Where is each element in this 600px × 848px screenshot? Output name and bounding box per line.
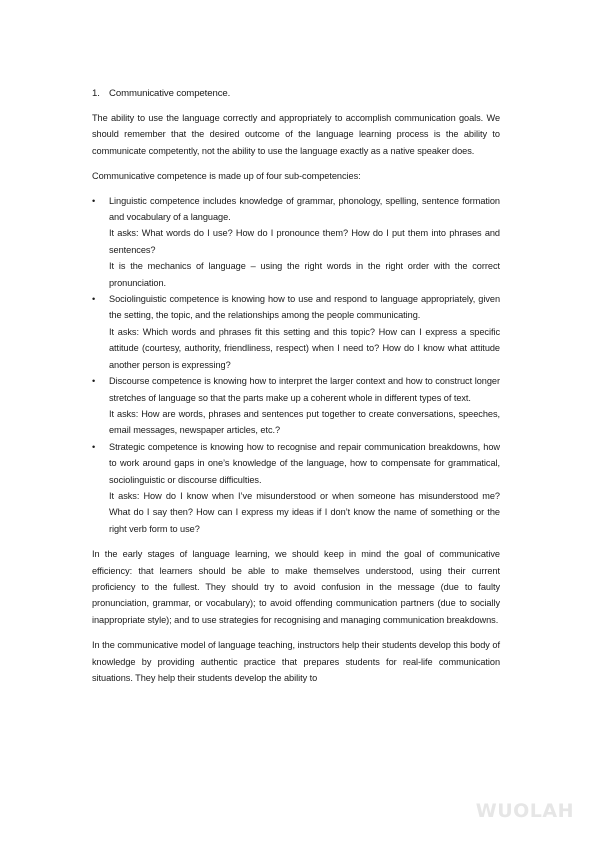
list-item-text: It is the mechanics of language – using the right words in the right order with the correct pronunciation. <box>109 261 500 288</box>
section-heading <box>92 86 500 102</box>
list-item-discourse <box>92 373 500 439</box>
section-title: Communicative competence. <box>109 88 231 99</box>
bullet-icon: • <box>92 376 96 387</box>
list-item-text: It asks: Which words and phrases fit this setting and this topic? How can I express a specific attitude (courtesy, authority, friendliness, respect) when I need to? How do I know what attitude another person is expressing? <box>109 326 500 370</box>
section-number: 1. <box>92 88 100 99</box>
lead-sentence: Communicative competence is made up of four sub-competencies: <box>92 171 361 182</box>
list-item-text: Discourse competence is knowing how to interpret the larger context and how to construct longer stretches of language so that the parts make up a coherent whole in different types of text. <box>109 376 500 403</box>
list-item-text: It asks: What words do I use? How do I pronounce them? How do I put them into phrases and sentences? <box>109 228 500 255</box>
bullet-icon: • <box>92 195 96 206</box>
list-item-text: It asks: How are words, phrases and sentences put together to create conversations, speeches, email messages, newspaper articles, etc.? <box>109 408 500 436</box>
list-item-text: Linguistic competence includes knowledge of grammar, phonology, spelling, sentence formation and vocabulary of a language. <box>109 195 500 223</box>
list-item-strategic <box>92 439 500 537</box>
bullet-icon: • <box>92 441 96 452</box>
body-paragraph-communicative-model: In the communicative model of language teaching, instructors help their students develop this body of knowledge by providing authentic practice that prepares students for real-life communication situations. They help their students develop the ability to <box>92 640 500 683</box>
list-item-sociolinguistic <box>92 291 500 373</box>
wuolah-watermark-logo: WUOLAH <box>475 800 574 822</box>
bullet-icon: • <box>92 294 96 305</box>
list-item-text: Strategic competence is knowing how to recognise and repair communication breakdowns, how to work around gaps in one’s knowledge of the language, how to compensate for grammatical, sociolinguistic or discourse difficulties. <box>109 441 500 485</box>
intro-paragraph: The ability to use the language correctly and appropriately to accomplish communication goals. We should remember that the desired outcome of the language learning process is the ability to communicate competently, not the ability to use the language exactly as a native speaker does. <box>92 113 500 156</box>
list-item-text: It asks: How do I know when I’ve misunderstood or when someone has misunderstood me? What do I say then? How can I express my ideas if I don’t know the name of something or the right verb form to use? <box>109 490 500 534</box>
list-item-text: Sociolinguistic competence is knowing how to use and respond to language appropriately, given the setting, the topic, and the relationships among the people communicating. <box>109 294 500 321</box>
competencies-list <box>92 193 500 538</box>
body-paragraph-efficiency: In the early stages of language learning, we should keep in mind the goal of communicative efficiency: that learners should be able to make themselves understood, using their current proficiency to the fullest. They should try to avoid confusion in the message (due to faulty pronunciation, grammar, or vocabulary); to avoid offending communication partners (due to socially inappropriate style); and to use strategies for recognising and managing communication breakdowns. <box>92 549 500 625</box>
list-item-linguistic <box>92 193 500 291</box>
document-page <box>92 86 500 695</box>
